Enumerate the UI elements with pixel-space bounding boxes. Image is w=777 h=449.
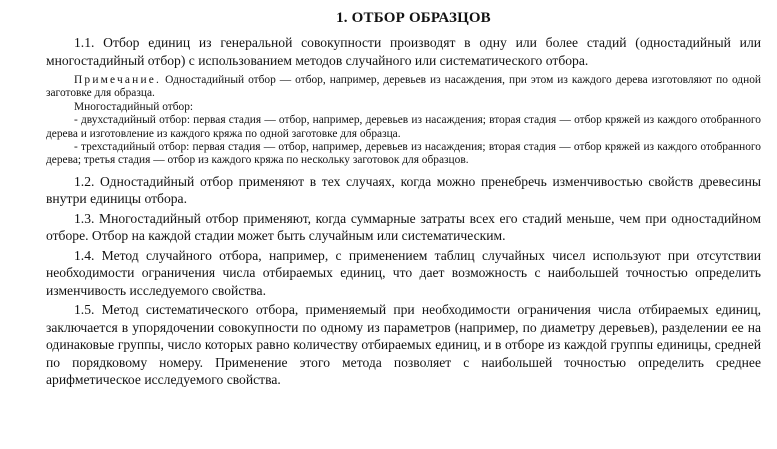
note-block — [46, 74, 761, 168]
note-label: Примечание. — [74, 74, 162, 86]
multistage-heading: Многостадийный отбор: — [74, 100, 194, 113]
note-text: Одностадийный отбор — отбор, например, деревьев из насаждения, при этом из каждого дерева изготовляют по одной заготовке для образца. — [46, 74, 761, 100]
paragraph-1-5: 1.5. Метод систематического отбора, применяемый при необходимости ограничения числа отбираемых единиц, заключается в упорядочении совокупности по одному из параметров (например, по диаметру деревьев), разделении ее на одинаковые группы, число которых равно количеству отбираемых единиц, и в отборе из каждой группы единицы, средней по порядковому номеру. Применение этого метода позволяет с наибольшей точностью определить среднее арифметическое исследуемого свойства. — [46, 302, 761, 388]
paragraph-1-2: 1.2. Одностадийный отбор применяют в тех случаях, когда можно пренебречь изменчивостью свойств древесины внутри единицы отбора. — [46, 173, 761, 207]
section-title: 1. ОТБОР ОБРАЗЦОВ — [336, 10, 491, 26]
paragraph-1-4: 1.4. Метод случайного отбора, например, с применением таблиц случайных чисел используют при отсутствии необходимости ограничения числа отбираемых единиц, что дает возможность с наибольшей точностью определить изменчивость исследуемого свойства. — [46, 247, 761, 298]
three-stage-item: - трехстадийный отбор: первая стадия — отбор, например, деревьев из насаждения; вторая стадия — отбор кряжей из каждого отобранного дерева; третья стадия — отбор из каждого кряжа по нескольку заготовок для образцов. — [46, 141, 761, 167]
two-stage-item: - двухстадийный отбор: первая стадия — отбор, например, деревьев из насаждения; вторая стадия — отбор кряжей из каждого отобранного дерева и изготовление из каждого кряжа по одной заготовке для образца. — [46, 114, 761, 140]
note-paragraph — [46, 74, 761, 101]
paragraph-1-1: 1.1. Отбор единиц из генеральной совокупности производят в одну или более стадий (одностадийный или многостадийный отбор) с использованием методов случайного или систематического отбора. — [46, 35, 761, 68]
paragraph-1-3: 1.3. Многостадийный отбор применяют, когда суммарные затраты всех его стадий меньше, чем при одностадийном отборе. Отбор на каждой стадии может быть случайным или систематическим. — [46, 210, 761, 244]
